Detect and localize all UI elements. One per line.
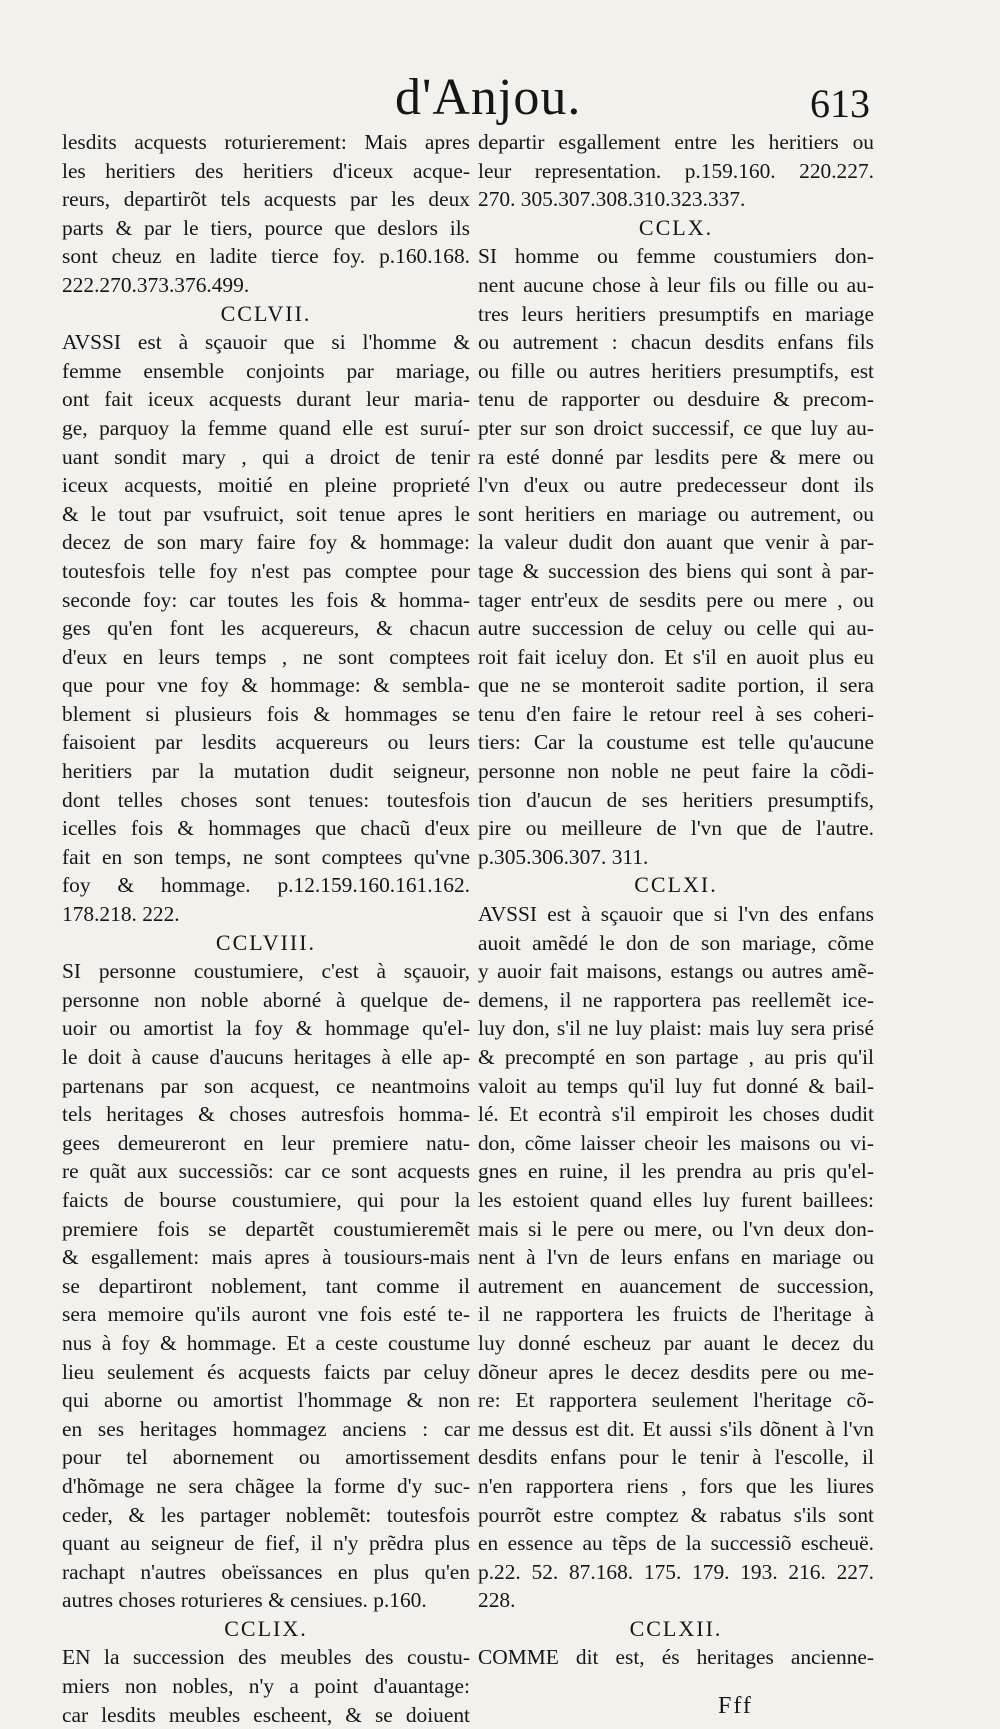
text-line: y auoir fait maisons, estangs ou autres amẽ- [478,959,874,984]
page-number: 613 [810,81,870,126]
text-line: quant au seigneur de fief, il n'y prẽdra plus [62,1531,470,1556]
text-line: pourrõt estre comptez & rabatus s'ils sont [478,1502,874,1527]
text-line: se departiront noblement, tant comme il [62,1273,470,1298]
article-heading: CCLIX. [224,1615,308,1641]
right-intro-paragraph [478,128,874,214]
article-257 [62,328,470,928]
signature-mark: Fff [718,1693,753,1719]
text-line: ou fille ou autres heritiers presumptifs, est [478,358,874,383]
article-261 [478,900,874,1615]
text-line: 222.270.373.376.499. [62,272,250,297]
text-line: d'eux en leurs temps , ne sont comptees [62,644,470,669]
text-line: auoit amẽdé le don de son mariage, cõme [478,930,874,955]
text-line: lesdits acquests roturierement: Mais apres [62,130,470,154]
text-line: & precompté en son partage , au pris qu'il [478,1045,874,1069]
text-line: desdits enfans pour le tenir à l'escolle, il [478,1445,874,1470]
text-line: gnes en ruine, il les prendra au pris qu'el- [478,1159,874,1184]
text-line: que pour vne foy & hommage: & sembla- [62,673,470,698]
text-line: uoir ou amortist la foy & hommage qu'el- [62,1016,470,1041]
text-line: tage & succession des biens qui sont à par- [478,558,874,583]
text-line: pour tel abornement ou amortissement [62,1445,470,1470]
text-line: partenans par son acquest, ce neantmoins [62,1073,470,1098]
text-line: 228. [478,1588,516,1613]
text-line: la valeur dudit don auant que venir à par- [478,530,874,555]
text-line: pire ou meilleure de l'vn que de l'autre. [478,816,874,841]
text-line: le doit à cause d'aucuns heritages à elle ap- [62,1045,470,1069]
text-line: autrement en auancement de succession, [478,1273,874,1298]
article-heading: CCLXII. [629,1615,723,1641]
text-line: car lesdits meubles escheent, & se doiuent [62,1702,470,1727]
text-line: autres choses roturieres & censiues. p.160. [62,1588,427,1613]
text-line: en ses heritages hommagez anciens : car [62,1416,470,1441]
text-line: l'vn d'eux ou autre predecesseur dont ils [478,473,874,498]
text-line: ont fait iceux acquests durant leur maria- [62,387,470,412]
text-line: ges qu'en font les acquereurs, & chacun [62,616,470,641]
text-line: seconde foy: car toutes les fois & homma- [62,587,470,612]
text-line: que ne se monteroit sadite portion, il sera [478,673,874,698]
left-column [62,128,470,1729]
left-intro-paragraph [62,128,470,300]
text-line: pter sur son droict successif, ce que luy au- [478,415,874,440]
text-line: heritiers par la mutation dudit seigneur, [62,759,470,784]
article-262 [478,1643,874,1672]
text-line: re quãt aux successiõs: car ce sont acquests [62,1159,470,1184]
text-line: & le tout par vsufruict, soit tenue apres le [62,501,470,526]
text-line: sont heritiers en mariage ou autrement, ou [478,501,874,526]
text-line: departir esgallement entre les heritiers ou [478,130,874,154]
text-line: tiers: Car la coustume est telle qu'aucune [478,730,874,755]
text-line: parts & par le tiers, pource que deslors ils [62,215,470,240]
right-column [478,128,874,1672]
text-line: p.305.306.307. 311. [478,844,649,869]
text-line: ou autrement : chacun desdits enfans fils [478,330,874,355]
text-line: sont cheuz en ladite tierce foy. p.160.168. [62,244,470,269]
text-line: fait en son temps, ne sont comptees qu'vne [62,844,470,869]
text-line: il ne rapportera les fruicts de l'heritage à [478,1302,874,1327]
text-line: n'en rapportera riens , fors que les liures [478,1473,874,1498]
text-line: p.22. 52. 87.168. 175. 179. 193. 216. 227. [478,1559,874,1584]
text-line: uant sondit mary , qui a droict de tenir [62,444,470,469]
text-line: miers non nobles, n'y a point d'auantage: [62,1674,470,1699]
text-line: premiere fois se departẽt coustumieremẽt [62,1216,470,1241]
text-line: autre succession de celuy ou celle qui au- [478,616,874,641]
article-heading: CCLVII. [220,300,312,326]
text-line: 270. 305.307.308.310.323.337. [478,187,746,212]
text-line: & esgallement: mais apres à tousiours-mais [62,1245,470,1270]
text-line: tenu d'en faire le retour reel à ses coheri- [478,701,874,726]
text-line: dõneur apres le decez desdits pere ou me- [478,1359,874,1384]
text-line: nent à l'vn de leurs enfans en mariage ou [478,1245,874,1270]
text-line: sera memoire qu'ils auront vne fois esté te- [62,1302,470,1327]
article-259 [62,1643,470,1729]
text-line: decez de son mary faire foy & hommage: [62,530,470,555]
text-line: reurs, departirõt tels acquests par les deux [62,187,470,212]
text-line: luy don, s'il ne luy plaist: mais luy sera prisé [478,1016,874,1041]
text-line: tres leurs heritiers presumptifs en mariage [478,301,874,326]
article-heading: CCLVIII. [215,929,317,955]
text-line: demens, il ne rapportera pas reellemẽt ice- [478,987,874,1012]
text-line: femme ensemble conjoints par mariage, [62,358,470,383]
text-line: dont telles choses sont tenues: toutesfois [62,787,470,812]
text-line: ge, parquoy la femme quand elle est suruí- [62,415,470,440]
text-line: SI personne coustumiere, c'est à sçauoir, [62,959,470,984]
text-line: tion d'aucun de ses heritiers presumptifs, [478,787,874,812]
article-260 [478,242,874,871]
text-line: en essence au tẽps de la successiõ escheuë. [478,1531,874,1556]
text-line: foy & hommage. p.12.159.160.161.162. [62,873,470,898]
text-line: don, cõme laisser cheoir les maisons ou vi- [478,1130,874,1155]
text-line: lieu seulement és acquests faicts par celuy [62,1359,470,1384]
text-line: nent aucune chose à leur fils ou fille ou au- [478,272,874,297]
article-heading: CCLXI. [634,872,718,898]
text-line: COMME dit est, és heritages ancienne- [478,1645,874,1670]
text-line: AVSSI est à sçauoir que si l'homme & [62,330,470,355]
text-line: rachapt n'autres obeïssances en plus qu'en [62,1559,470,1584]
text-line: faisoient par lesdits acquereurs ou leurs [62,730,470,755]
text-line: leur representation. p.159.160. 220.227. [478,158,874,183]
text-line: qui aborne ou amortist l'hommage & non [62,1388,470,1413]
text-line: les estoient quand elles luy furent baillees: [478,1187,874,1212]
text-line: les heritiers des heritiers d'iceux acque- [62,158,470,183]
text-line: ra esté donné par lesdits pere & mere ou [478,444,874,469]
text-line: valoit au temps qu'il luy fut donné & bail- [478,1073,874,1098]
text-line: luy donné escheuz par auant le decez du [478,1330,874,1355]
article-258 [62,957,470,1615]
text-line: 178.218. 222. [62,902,180,927]
text-line: roit fait iceluy don. Et s'il en auoit plus eu [478,644,874,669]
text-line: me dessus est dit. Et aussi s'ils dõnent à l'vn [478,1416,874,1441]
text-line: AVSSI est à sçauoir que si l'vn des enfans [478,902,874,927]
text-line: faicts de bourse coustumiere, qui pour la [62,1187,470,1212]
text-line: toutesfois telle foy n'est pas comptee pour [62,558,470,583]
text-line: tenu de rapporter ou desduire & precom- [478,387,874,412]
text-line: tager entr'eux de sesdits pere ou mere , ou [478,587,874,612]
text-line: blement si plusieurs fois & hommages se [62,701,470,726]
text-line: personne non noble aborné à quelque de- [62,987,470,1012]
running-title: d'Anjou. [395,69,582,126]
text-line: iceux acquests, moitié en pleine proprieté [62,473,470,498]
text-line: icelles fois & hommages que chacũ d'eux [62,816,470,841]
text-line: tels heritages & choses autresfois homma- [62,1102,470,1127]
text-line: lé. Et econtrà s'il empiroit les choses dudit [478,1102,874,1127]
text-line: d'hõmage ne sera chãgee la forme d'y suc- [62,1473,470,1498]
text-line: EN la succession des meubles des coustu- [62,1645,470,1670]
text-line: mais si le pere ou mere, ou l'vn deux don- [478,1216,874,1241]
text-line: nus à foy & hommage. Et a ceste coustume [62,1330,470,1355]
article-heading: CCLX. [638,214,714,240]
text-line: re: Et rapportera seulement l'heritage cõ- [478,1388,874,1413]
text-line: SI homme ou femme coustumiers don- [478,244,874,269]
text-line: gees demeureront en leur premiere natu- [62,1130,470,1155]
text-line: personne non noble ne peut faire la cõdi- [478,759,874,784]
text-line: ceder, & les partager noblemẽt: toutesfois [62,1502,470,1527]
